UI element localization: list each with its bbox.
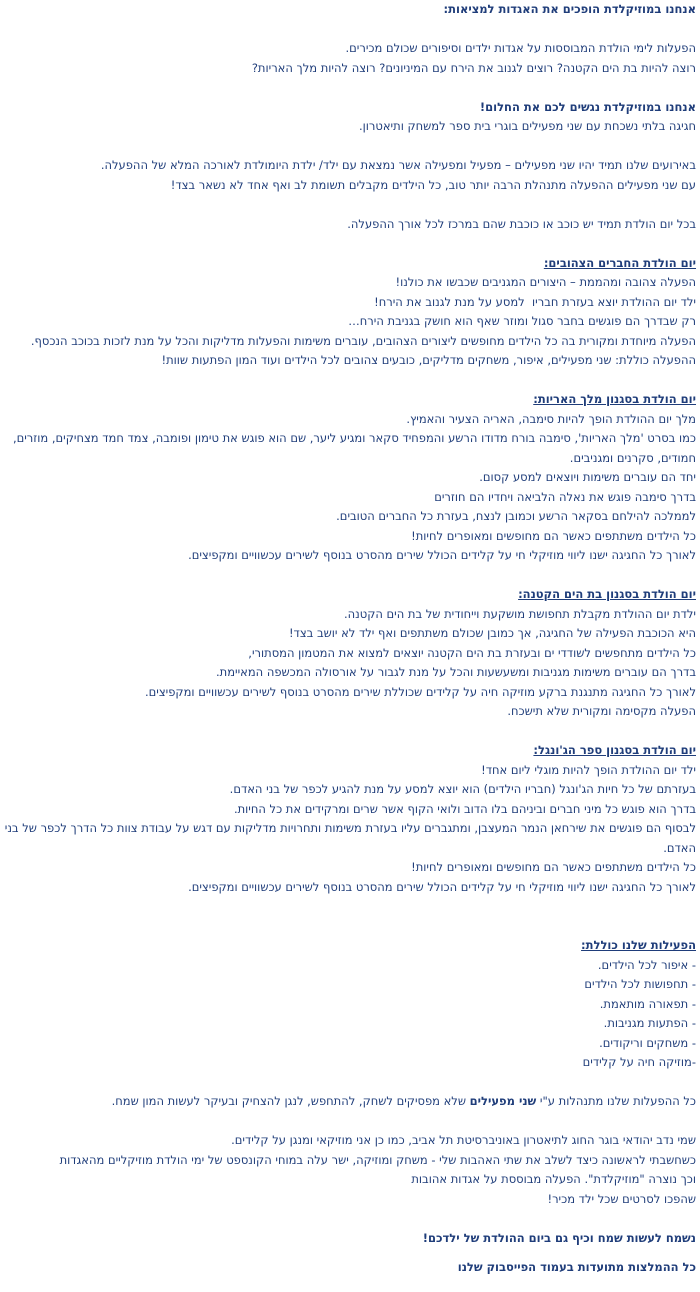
intro-paragraph-1-line-1: הפעלות לימי הולדת המבוססות על אגדות ילדים וסיפורים שכולם מכירים.: [345, 41, 696, 55]
section-line: ילד יום ההולדת הופך להיות מוגלי ליום אחד!: [481, 762, 696, 777]
section-line: ילד יום ההולדת יוצא בעזרת חבריו למסע על מנת לגנוב את הירח!: [374, 294, 696, 309]
about-line: שהפכו לסרטים שכל ילד מכיר!: [547, 1191, 696, 1206]
section-line: לאורך כל החגיגה ישנו ליווי מוזיקלי חי על קלידים הכולל שירים מהסרט בנוסף לשירים עכשוויים ומקפיצים.: [188, 548, 696, 562]
section-line: כל הילדים מתחפשים לשודדי ים ובעזרת בת הים הקטנה יוצאים למצוא את המטמון המסתורי,: [248, 645, 696, 660]
section-line: לבסוף הם פוגשים את שירחאן הנמר המעצבן, ומתגברים עליו בעזרת משימות ותחרויות מדליקות עם דגש על עבודת צוות כל הדרך לכפר של בני האדם.: [1, 821, 696, 855]
list-item: - תפאורה מותאמת.: [599, 996, 696, 1011]
section-line: ההפעלה כוללת: שני מפעילים, איפור, משחקים מדליקים, כובעים צהובים לכל הילדים ועוד המון הפתעות שוות!: [161, 353, 696, 367]
jungle-book-section: [0, 741, 696, 897]
list-item: - תחפושות לכל הילדים: [584, 977, 696, 991]
section-line: היא הכוכבת הפעילה של החגיגה, אך כמובן שכולם משתתפים ואף ילד לא יושב בצד!: [288, 626, 696, 640]
facebook-recommendations-link[interactable]: כל ההמלצות מתועדות בעמוד הפייסבוק שלנו: [457, 1260, 696, 1274]
about-line: כשחשבתי לראשונה כיצד לשלב את שתי האהבות שלי - משחק ומוזיקה, ישר עלה במוחי הקונספט של ימי הולדת מוזיקליים מהאגדות: [59, 1152, 696, 1167]
section-line: מלך יום ההולדת הופך להיות סימבה, האריה הצעיר והאמיץ.: [406, 411, 696, 426]
section-line: בעזרתם של כל חיות הג'ונגל (חבריו הילדים) הוא יוצא למסע על מנת להגיע לכפר של בני האדם.: [229, 782, 696, 796]
intro-paragraph-3-line-1: באירועים שלנו תמיד יהיו שני מפעילים – מפעיל ומפעילה אשר נמצאת עם ילד/ ילדת היומולדת לאורכה המלא של ההפעלה.: [100, 158, 696, 172]
summary-paragraph: [0, 1092, 696, 1112]
intro-paragraph-1-line-2: רוצה להיות בת הים הקטנה? רוצים לגנוב את הירח עם המיניונים? רוצה להיות מלך האריות?: [251, 60, 696, 75]
section-line: כמו בסרט 'מלך האריות', סימבה בורח מדודו הרשע והמפחיד סקאר ומגיע ליער, שם הוא פוגש את טימון ופומבה, צמד חמד מצחיקים, מוזרים, חמודים, סקרנים ומגניבים.: [9, 431, 696, 465]
summary-text-start: כל ההפעלות שלנו מתנהלות ע"י: [536, 1094, 696, 1108]
intro-paragraph-4: בכל יום הולדת תמיד יש כוכב או כוכבת שהם במרכז לכל אורך ההפעלה.: [347, 216, 696, 231]
section-line: לאורך כל החגיגה מתנגנת ברקע מוזיקה חיה על קלידים שכוללת שירים מהסרט בנוסף לשירים עכשוויים ומקפיצים.: [145, 684, 696, 699]
summary-bold-text: שני מפעילים: [469, 1094, 537, 1108]
summary-text-end: שלא מפסיקים לשחק, להתחפש, לנגן להצחיק ובעיקר לעשות המון שמח.: [111, 1094, 470, 1108]
section-title: יום הולדת בסגנון בת הים הקטנה:: [518, 587, 696, 601]
intro-heading: אנחנו במוזיקלדת הופכים את האגדות למציאות:: [443, 2, 696, 16]
section-line: יחד הם עוברים משימות ויוצאים למסע קסום.: [479, 470, 696, 484]
about-section: [0, 1131, 696, 1209]
activities-list: [0, 956, 696, 1073]
section-title: יום הולדת בסגנון מלך האריות:: [533, 392, 696, 406]
section-line: הפעלה מקסימה ומקורית שלא תישכח.: [507, 704, 696, 718]
activities-section: [0, 936, 696, 1073]
closing-line-1: נשמח לעשות שמח וכיף גם ביום ההולדת של ילדכם!: [422, 1230, 696, 1245]
section-line: ילדת יום ההולדת מקבלת תחפושת מושקעת וייחודית של בת הים הקטנה.: [343, 606, 696, 621]
section-line: כל הילדים משתתפים כאשר הם מחופשים ומאופרים לחיות!: [411, 860, 696, 874]
lion-king-section: [0, 390, 696, 566]
about-line: שמי נדב יהודאי בוגר החוג לתיאטרון באוניברסיטת תל אביב, כמו כן אני מוזיקאי ומנגן על קלידים.: [231, 1133, 696, 1147]
section-line: הפעלה צהובה ומהממת – היצורים המגניבים שכבשו את כולנו!: [395, 275, 696, 289]
section-title: יום הולדת בסגנון ספר הג'ונגל:: [533, 743, 696, 757]
list-item: - משחקים וריקודים.: [599, 1035, 696, 1050]
section-line: הפעלה מיוחדת ומקורית בה כל הילדים מחופשים ליצורים הצהובים, עוברים משימות והפעלות מדליקות והכל על מנת לזכות בכוכב הנכסף.: [30, 333, 696, 348]
intro-paragraph-2-line-1: אנחנו במוזיקלדת נגשים לכם את החלום!: [479, 99, 696, 114]
little-mermaid-section: [0, 585, 696, 722]
intro-paragraph-3-line-2: עם שני מפעילים ההפעלה מתנהלת הרבה יותר טוב, כל הילדים מקבלים תשומת לב ואף אחד לא נשאר בצד!: [170, 177, 696, 192]
minions-section: [0, 254, 696, 371]
section-line: רק שבדרך הם פוגשים בחבר סגול ומוזר שאף הוא חושק בגניבת הירח…: [348, 314, 696, 328]
section-line: בדרך סימבה פוגש את נאלה הלביאה ויחדיו הם חוזרים: [434, 489, 696, 504]
list-item: - איפור לכל הילדים.: [597, 957, 696, 972]
intro-paragraph-2-line-2: חגיגה בלתי נשכחת עם שני מפעילים בוגרי בית ספר למשחק ותיאטרון.: [359, 119, 696, 133]
list-item: -מוזיקה חיה על קלידים: [582, 1055, 696, 1069]
section-line: בדרך הוא פוגש כל מיני חברים וביניהם בלו הדוב ולואי הקוף אשר שרים ומרקידים את כל החיות.: [233, 801, 696, 816]
list-item: - הפתעות מגניבות.: [603, 1016, 696, 1030]
section-line: לאורך כל החגיגה ישנו ליווי מוזיקלי חי על קלידים הכולל שירים מהסרט בנוסף לשירים עכשוויים ומקפיצים.: [188, 879, 696, 894]
section-line: בדרך הם עוברים משימות מגניבות ומשעשעות והכל על מנת לגבור על אורסולה המכשפה המאיימת.: [215, 665, 696, 679]
activities-title: הפעילות שלנו כוללת:: [581, 938, 696, 952]
section-title: יום הולדת החברים הצהובים:: [543, 255, 696, 270]
section-line: לממלכה להילחם בסקאר הרשע וכמובן לנצח, בעזרת כל החברים הטובים.: [336, 509, 696, 523]
about-line: וכך נוצרה "מוזיקלדת". הפעלה מבוססת על אגדות אהובות: [411, 1172, 696, 1186]
section-line: כל הילדים משתתפים כאשר הם מחופשים ומאופרים לחיות!: [411, 528, 696, 543]
